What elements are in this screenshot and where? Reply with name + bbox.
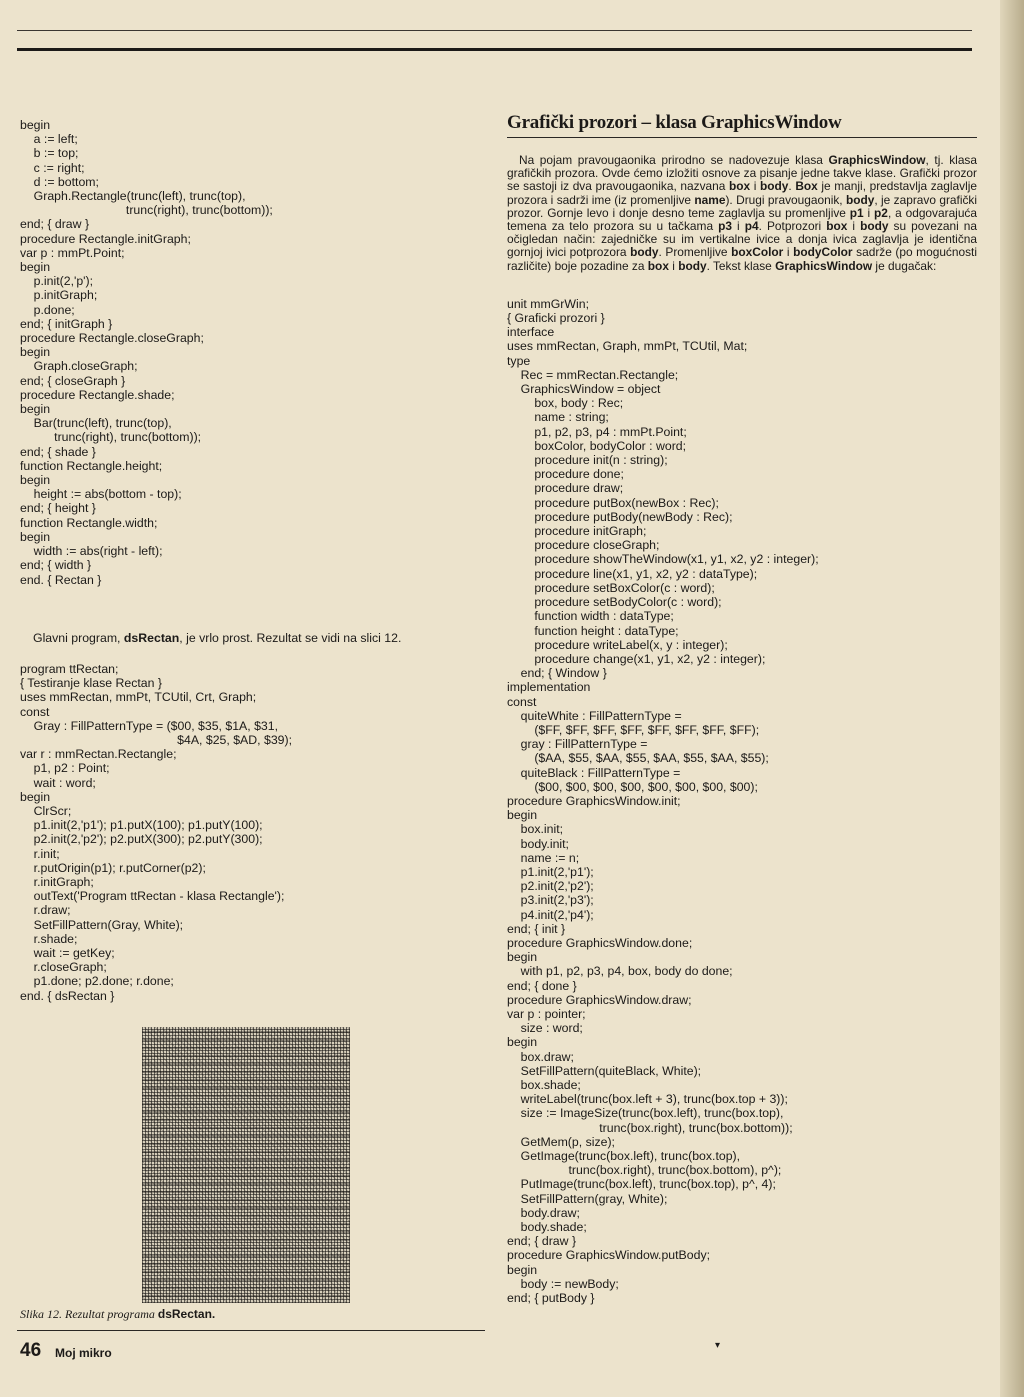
- para-text-run: i: [783, 245, 794, 260]
- magazine-name: Moj mikro: [55, 1346, 112, 1360]
- para-bold-term: body: [630, 245, 659, 260]
- left-paragraph: [33, 631, 401, 645]
- para-text-run: su povezani na očigledan način: zajedničke su im vertikalne ivice a donja ivica zaglavlja je identična gornjoj ivici potprozora: [507, 219, 978, 260]
- top-rule-thin: [17, 30, 972, 31]
- para-bold-term: bodyColor: [793, 245, 853, 260]
- caption-program-name: dsRectan.: [157, 1307, 216, 1321]
- para-bold-term: body: [760, 179, 789, 194]
- para-text-run: , je zapravo grafički prozor. Gornje levo i donje desno teme zaglavlja su promenljive: [507, 192, 977, 220]
- para-bold-term: Box: [795, 179, 818, 194]
- page-edge: [1000, 0, 1024, 1397]
- print-mark: ▾: [715, 1340, 721, 1351]
- para-text-run: . Promenljive: [658, 245, 732, 260]
- para-text-run: i: [732, 219, 745, 234]
- para-text-run: . Tekst klase: [706, 258, 776, 273]
- para-text-run: , a odgovarajuća temena za telo prozora su u tačkama: [507, 205, 977, 234]
- code-listing-grwin: unit mmGrWin; { Graficki prozori } interface uses mmRectan, Graph, mmPt, TCUtil, Mat; type Rec = mmRectan.Rectangle; GraphicsWindow = object box, body : Rec; name : string; p1, p2, p3, p4 : mmPt.Point; boxColor, bodyColor : word; procedure init(n : string); procedure done; procedure draw; procedure putBox(newBox : Rec); procedure putBody(newBody : Rec); procedure initGraph; procedure closeGraph; procedure showTheWindow(x1, y1, x2, y2 : integer); procedure line(x1, y1, x2, y2 : dataType); procedure setBoxColor(c : word); procedure setBodyColor(c : word); function width : dataType; function height : dataType; procedure writeLabel(x, y : integer); procedure change(x1, y1, x2, y2 : integer); end; { Window } implementation const quiteWhite : FillPatternType = ($FF, $FF, $FF, $FF, $FF, $FF, $FF, $FF); gray : FillPatternType = ($AA, $55, $AA, $55, $AA, $55, $AA, $55); quiteBlack : FillPatternType = ($00, $00, $00, $00, $00, $00, $00, $00); procedure GraphicsWindow.init; begin box.init; body.init; name := n; p1.init(2,'p1'); p2.init(2,'p2'); p3.init(2,'p3'); p4.init(2,'p4'); end; { init } procedure GraphicsWindow.done; begin with p1, p2, p3, p4, box, body do done; end; { done } procedure GraphicsWindow.draw; var p : pointer; size : word; begin box.draw; SetFillPattern(quiteBlack, White); box.shade; writeLabel(trunc(box.left + 3), trunc(box.top + 3)); size := ImageSize(trunc(box.left), trunc(box.top), trunc(box.right), trunc(box.bottom)); GetMem(p, size); GetImage(trunc(box.left), trunc(box.top), trunc(box.right), trunc(box.bottom), p^); PutImage(trunc(box.left), trunc(box.top), p^, 4); SetFillPattern(gray, White); body.draw; body.shade; end; { draw } procedure GraphicsWindow.putBody; begin body := newBody; end; { putBody }: [507, 296, 819, 1306]
- para-bold-term: GraphicsWindow: [828, 153, 926, 167]
- para-text-run: ). Drugi pravougaonik,: [725, 192, 846, 207]
- para-bold-term: name: [694, 192, 726, 207]
- para-text-run: , tj. klasa grafičkih prozora. Ovde ćemo izložiti osnove za pisanje jedne takve klase. Grafički prozor se sastoji iz dva pravougaonika, nazvana: [507, 153, 977, 194]
- para-text-run: i: [847, 219, 861, 234]
- para-text-run: i: [863, 205, 875, 220]
- para-bold-term: GraphicsWindow: [775, 258, 873, 273]
- figure-12-shaded-rectangle: [142, 1027, 350, 1303]
- para-text-run: .: [788, 179, 796, 194]
- para-bold-term: box: [826, 219, 848, 234]
- para-bold-term: p4: [744, 219, 759, 234]
- left-paragraph-text: Glavni program,: [33, 631, 124, 645]
- footer-rule: [17, 1330, 485, 1331]
- para-bold-term: body: [860, 219, 889, 234]
- para-bold-term: box: [647, 258, 669, 273]
- left-paragraph-bold: dsRectan: [123, 631, 180, 645]
- left-paragraph-rest: , je vrlo prost. Rezultat se vidi na slici 12.: [179, 631, 402, 645]
- para-bold-term: p1: [849, 205, 864, 220]
- intro-paragraph: [507, 154, 977, 273]
- caption-label: Slika 12. Rezultat programa: [20, 1307, 158, 1321]
- para-text-run: i: [750, 179, 760, 194]
- para-text-run: . Potprozori: [758, 219, 827, 234]
- figure-pattern: [142, 1027, 350, 1303]
- para-text-run: i: [668, 258, 679, 273]
- para-text-run: sadrže (po mogućnosti različite) boje pozadine za: [507, 245, 977, 273]
- page-number: 46: [20, 1340, 42, 1361]
- para-bold-term: boxColor: [731, 245, 784, 260]
- para-bold-term: p2: [874, 205, 888, 220]
- figure-caption: [20, 1307, 215, 1322]
- para-bold-term: box: [728, 179, 751, 194]
- para-bold-term: p3: [718, 219, 733, 234]
- para-bold-term: body: [678, 258, 707, 273]
- para-text-run: je manji, predstavlja zaglavlje prozora i sadrži ime (iz promenljive: [507, 179, 977, 207]
- right-column: [507, 112, 977, 1305]
- para-text-run: je dugačak:: [872, 258, 937, 273]
- section-heading: Grafički prozori – klasa GraphicsWindow: [507, 112, 977, 138]
- code-listing-rectangle: begin a := left; b := top; c := right; d := bottom; Graph.Rectangle(trunc(left), trunc(top), trunc(right), trunc(bottom)); end; { draw } procedure Rectangle.initGraph; var p : mmPt.Point; begin p.init(2,'p'); p.initGraph; p.done; end; { initGraph } procedure Rectangle.closeGraph; begin Graph.closeGraph; end; { closeGraph } procedure Rectangle.shade; begin Bar(trunc(left), trunc(top), trunc(right), trunc(bottom)); end; { shade } function Rectangle.height; begin height := abs(bottom - top); end; { height } function Rectangle.width; begin width := abs(right - left); end; { width } end. { Rectan }: [20, 118, 273, 587]
- para-text-run: Na pojam pravougaonika prirodno se nadovezuje klasa: [519, 153, 829, 167]
- para-bold-term: body: [845, 192, 875, 207]
- code-listing-ttrectan: program ttRectan; { Testiranje klase Rectan } uses mmRectan, mmPt, TCUtil, Crt, Graph; const Gray : FillPatternType = ($00, $35, $1A, $31, $4A, $25, $AD, $39); var r : mmRectan.Rectangle; p1, p2 : Point; wait : word; begin ClrScr; p1.init(2,'p1'); p1.putX(100); p1.putY(100); p2.init(2,'p2'); p2.putX(300); p2.putY(300); r.init; r.putOrigin(p1); r.putCorner(p2); r.initGraph; outText('Program ttRectan - klasa Rectangle'); r.draw; SetFillPattern(Gray, White); r.shade; wait := getKey; r.closeGraph; p1.done; p2.done; r.done; end. { dsRectan }: [20, 662, 293, 1003]
- top-rule-thick: [17, 48, 972, 51]
